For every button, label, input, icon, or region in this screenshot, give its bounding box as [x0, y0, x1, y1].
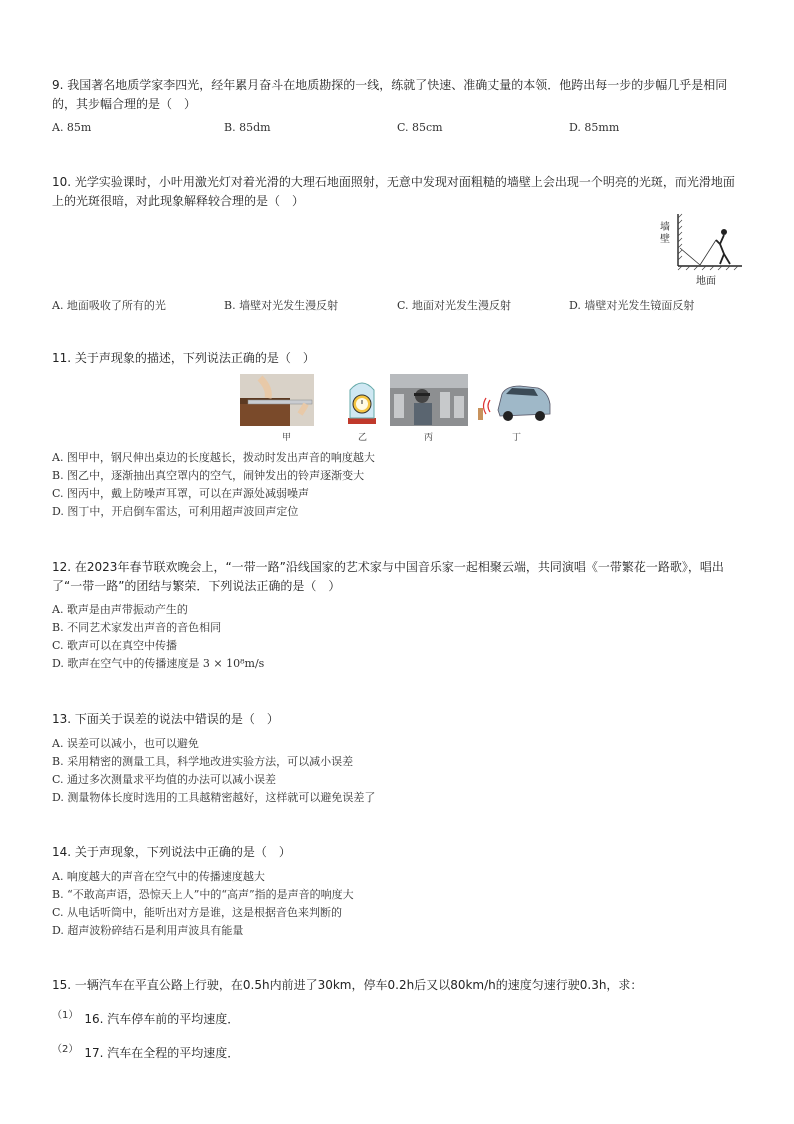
sub-question-number: （1）: [52, 1010, 79, 1021]
sub-question-1: [52, 1006, 239, 1027]
option-c[interactable]: C. 图丙中，戴上防噪声耳罩，可以在声源处减弱噪声: [52, 487, 310, 500]
question-15-stem: 15. 一辆汽车在平直公路上行驶，在0.5h内前进了30km，停车0.2h后又以80km/h的速度匀速行驶0.3h，求：: [52, 978, 643, 992]
option-d[interactable]: D. 图丁中，开启倒车雷达，可利用超声波回声定位: [52, 505, 299, 518]
option-b[interactable]: B. 采用精密的测量工具，科学地改进实验方法，可以减小误差: [52, 755, 354, 768]
option-c[interactable]: C. 从电话听筒中，能听出对方是谁，这是根据音色来判断的: [52, 906, 343, 919]
option-d[interactable]: D. 测量物体长度时选用的工具越精密越好，这样就可以避免误差了: [52, 791, 376, 804]
sub-question-number: （2）: [52, 1044, 79, 1055]
wall-label: 墙壁: [660, 222, 670, 245]
sub-question-text: 17. 汽车在全程的平均速度．: [84, 1046, 240, 1060]
question-13-stem: 13. 下面关于误差的说法中错误的是（ ）: [52, 712, 279, 726]
option-a[interactable]: A. 85m: [52, 121, 92, 134]
option-b[interactable]: B. 85dm: [224, 121, 271, 134]
option-d[interactable]: D. 墙壁对光发生镜面反射: [569, 299, 695, 312]
ruler-on-desk-image: [240, 374, 314, 426]
wall-ground-figure: [658, 210, 748, 286]
option-d[interactable]: D. 85mm: [569, 121, 620, 134]
caption-yi: 乙: [358, 433, 368, 443]
question-10-stem: 10. 光学实验课时，小叶用激光灯对着光滑的大理石地面照射，无意中发现对面粗糙的墙壁上会出现一个明亮的光斑，而光滑地面上的光斑很暗，对此现象解释较合理的是（ ）: [52, 175, 735, 208]
option-b[interactable]: B. “不敢高声语，恐惊天上人”中的“高声”指的是声音的响度大: [52, 888, 354, 901]
question-9-stem: 9. 我国著名地质学家李四光，经年累月奋斗在地质勘探的一线，练就了快速、准确丈量的本领．他跨出每一步的步幅几乎是相同的，其步幅合理的是（ ）: [52, 78, 728, 111]
caption-jia: 甲: [282, 433, 292, 443]
question-14-stem: 14. 关于声现象，下列说法中正确的是（ ）: [52, 845, 291, 859]
sub-question-text: 16. 汽车停车前的平均速度．: [84, 1012, 240, 1026]
ground-label: 地面: [696, 276, 716, 287]
question-11-stem: 11. 关于声现象的描述，下列说法正确的是（ ）: [52, 351, 315, 365]
option-d[interactable]: D. 歌声在空气中的传播速度是 3 × 10⁸m/s: [52, 657, 265, 670]
option-a[interactable]: A. 响度越大的声音在空气中的传播速度越大: [52, 870, 265, 883]
reversing-car-radar-image: [476, 374, 554, 426]
caption-bing: 丙: [424, 433, 434, 443]
option-b[interactable]: B. 墙壁对光发生漫反射: [224, 299, 339, 312]
question-12-stem: 12. 在2023年春节联欢晚会上，“一带一路”沿线国家的艺术家与中国音乐家一起相聚云端，共同演唱《一带繁花一路歌》，唱出了“一带一路”的团结与繁荣．下列说法正确的是（ ）: [52, 560, 724, 593]
option-c[interactable]: C. 通过多次测量求平均值的办法可以减小误差: [52, 773, 277, 786]
option-a[interactable]: A. 图甲中，钢尺伸出桌边的长度越长，拨动时发出声音的响度越大: [52, 451, 375, 464]
option-a[interactable]: A. 地面吸收了所有的光: [52, 299, 166, 312]
factory-earmuffs-image: [390, 374, 468, 426]
option-b[interactable]: B. 图乙中，逐渐抽出真空罩内的空气，闹钟发出的铃声逐渐变大: [52, 469, 365, 482]
option-c[interactable]: C. 歌声可以在真空中传播: [52, 639, 178, 652]
option-b[interactable]: B. 不同艺术家发出声音的音色相同: [52, 621, 222, 634]
sound-figures: [240, 374, 556, 444]
sub-question-2: [52, 1040, 239, 1061]
option-c[interactable]: C. 85cm: [397, 121, 443, 134]
option-a[interactable]: A. 误差可以减小，也可以避免: [52, 737, 199, 750]
option-c[interactable]: C. 地面对光发生漫反射: [397, 299, 512, 312]
option-a[interactable]: A. 歌声是由声带振动产生的: [52, 603, 188, 616]
option-d[interactable]: D. 超声波粉碎结石是利用声波具有能量: [52, 924, 244, 937]
caption-ding: 丁: [512, 433, 522, 443]
bell-jar-alarm-image: [342, 374, 382, 426]
